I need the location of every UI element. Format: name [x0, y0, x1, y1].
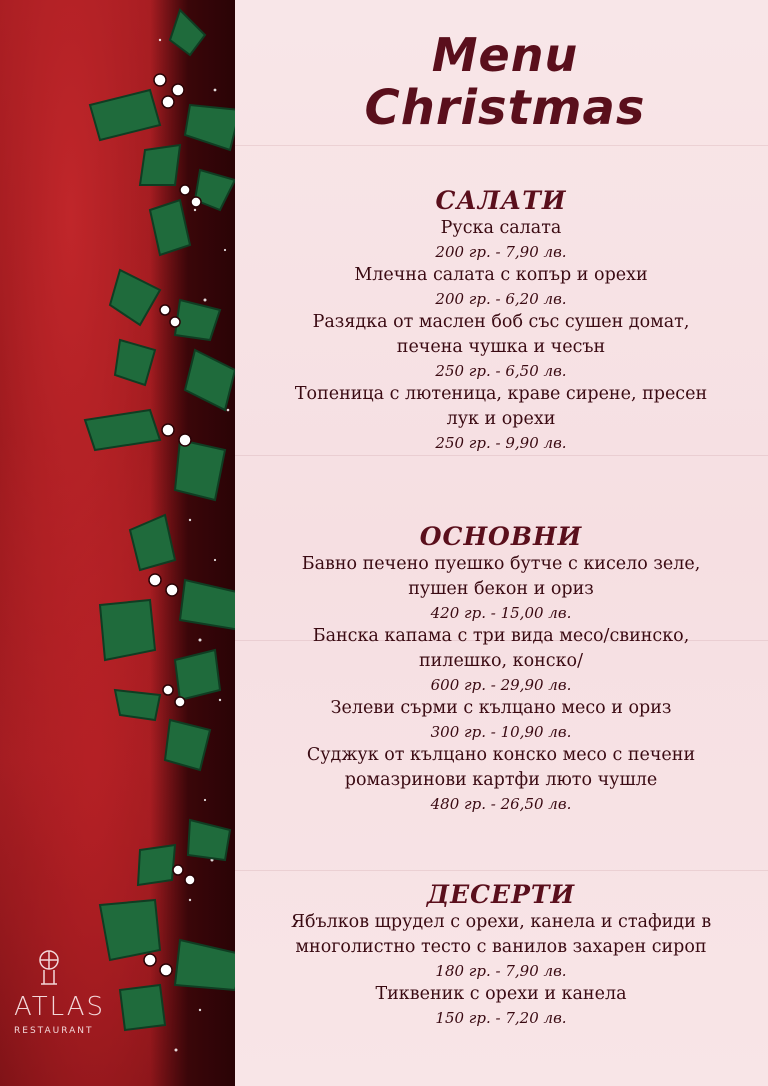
section-mains [255, 522, 747, 815]
section-desserts [255, 880, 747, 1029]
menu-item-name: лук и орехи [446, 409, 556, 429]
atlas-emblem-icon [34, 948, 64, 988]
section-title: ДЕСЕРТИ [426, 880, 576, 909]
logo-subtitle: RESTAURANT [14, 1026, 94, 1036]
menu-item-price: 300 гр. - 10,90 лв. [430, 723, 572, 741]
section-salads [255, 186, 747, 454]
menu-item-name: Зелеви сърми с кълцано месо и ориз [330, 698, 672, 718]
menu-item-name: Бавно печено пуешко бутче с кисело зеле, [301, 554, 701, 574]
menu-item-price: 200 гр. - 7,90 лв. [435, 243, 567, 261]
menu-item-name: Суджук от кълцано конско месо с печени [306, 745, 696, 765]
menu-item-name: Разядка от маслен боб със сушен домат, [312, 312, 690, 332]
menu-item-name: ромазринови картфи люто чушле [344, 770, 658, 790]
menu-item-name: Тиквеник с орехи и канела [375, 984, 627, 1004]
menu-item-name: пушен бекон и ориз [408, 579, 594, 599]
menu-item-price: 480 гр. - 26,50 лв. [430, 795, 572, 813]
restaurant-logo [14, 948, 106, 1036]
menu-title: Menu [431, 28, 579, 82]
menu-item-price: 250 гр. - 9,90 лв. [435, 434, 567, 452]
menu-item-name: многолистно тесто с ванилов захарен сироп [295, 937, 707, 957]
menu-item-price: 150 гр. - 7,20 лв. [435, 1009, 567, 1027]
menu-item-name: пилешко, конско/ [419, 651, 583, 671]
menu-item-name: Банска капама с три вида месо/свинско, [312, 626, 690, 646]
section-title: ОСНОВНИ [419, 522, 583, 551]
logo-name: ATLAS [14, 992, 106, 1022]
menu-item-name: Топеница с лютеница, краве сирене, пресен [294, 384, 708, 404]
menu-item-name: печена чушка и чесън [396, 337, 606, 357]
menu-item-price: 250 гр. - 6,50 лв. [435, 362, 567, 380]
menu-item-name: Млечна салата с копър и орехи [354, 265, 648, 285]
menu-item-price: 600 гр. - 29,90 лв. [430, 676, 572, 694]
menu-item-name: Руска салата [440, 218, 562, 238]
menu-item-price: 200 гр. - 6,20 лв. [435, 290, 567, 308]
menu-item-name: Ябълков щрудел с орехи, канела и стафиди в [290, 912, 712, 932]
decorative-red-panel [0, 0, 235, 1086]
menu-item-price: 180 гр. - 7,90 лв. [435, 962, 567, 980]
menu-item-price: 420 гр. - 15,00 лв. [430, 604, 572, 622]
section-title: САЛАТИ [435, 186, 567, 215]
menu-subtitle: Christmas [364, 80, 646, 136]
holly-decoration-icon [0, 0, 235, 1086]
